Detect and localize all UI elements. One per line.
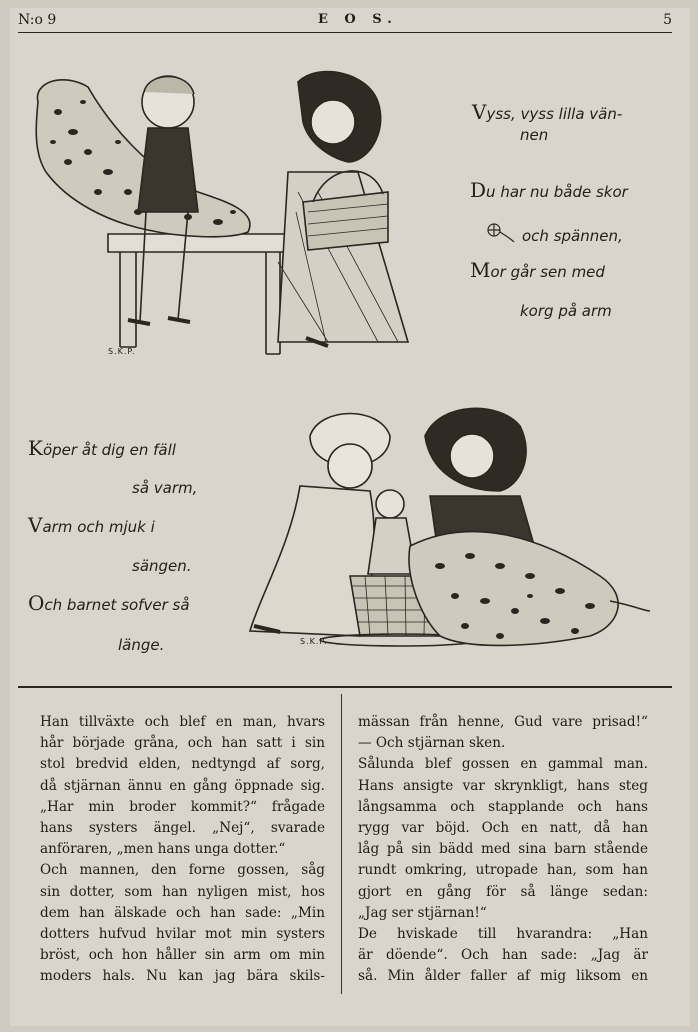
text-line: moders hals. Nu kan jag bära skils- xyxy=(40,968,325,985)
poem-line: så varm, xyxy=(132,479,198,497)
illustration-bottom xyxy=(240,396,660,676)
text-line: rundt omkring, utropade han, som han xyxy=(358,862,648,879)
text-line: gjort en gång för så länge sedan: xyxy=(358,883,648,900)
magazine-title: E O S. xyxy=(318,12,398,27)
illustration-signature-bottom: S.K.P. xyxy=(300,637,328,646)
text-line: Hans ansigte var skrynkligt, hans steg xyxy=(358,777,648,794)
poem-line: Och barnet sofver så xyxy=(28,591,190,615)
text-line: långsamma och stapplande och hans xyxy=(358,798,648,815)
issue-number: N:o 9 xyxy=(18,12,57,28)
text-line: Han tillväxte och blef en man, hvars xyxy=(40,714,325,730)
text-line: dotters hufvud hvilar mot min systers xyxy=(40,926,325,943)
text-line: rygg var böjd. Och en natt, då han xyxy=(358,820,648,837)
text-line: anföraren, „men hans unga dotter.“ xyxy=(40,841,286,858)
text-line: hår började gråna, och han satt i sin xyxy=(40,735,325,752)
text-line: Sålunda blef gossen en gammal man. xyxy=(358,756,648,773)
poem-line: Köper åt dig en fäll xyxy=(28,436,176,460)
text-line: dem han älskade och han sade: „Min xyxy=(40,904,325,921)
text-column-right xyxy=(358,712,648,988)
text-line: mässan från henne, Gud vare prisad!“ xyxy=(358,714,648,730)
poem-line: och spännen, xyxy=(522,227,623,245)
illustration-top xyxy=(28,62,438,362)
poem-line: Varm och mjuk i xyxy=(28,513,155,537)
text-line: är döende“. Och han sade: „Jag är xyxy=(358,947,648,964)
text-line: sin dotter, som han nyligen mist, hos xyxy=(40,883,325,900)
text-line: De hviskade till hvarandra: „Han xyxy=(358,926,648,943)
text-line: stol bredvid elden, nedtyngd af sorg, xyxy=(40,756,325,773)
poem-line: korg på arm xyxy=(520,302,612,320)
text-line: — Och stjärnan sken. xyxy=(358,735,506,752)
text-line: „Har min broder kommit?“ frågade xyxy=(40,798,325,815)
poem-line: nen xyxy=(520,126,549,144)
text-line: hans systers ängel. „Nej“, svarade xyxy=(40,820,325,837)
poem-line: Vyss, vyss lilla vän- xyxy=(472,100,623,124)
poem-line: länge. xyxy=(118,636,165,654)
section-rule xyxy=(18,686,672,688)
poem-line: Mor går sen med xyxy=(470,258,605,282)
poem-line: sängen. xyxy=(132,557,192,575)
header-rule xyxy=(18,32,672,33)
text-line: så. Min ålder faller af mig liksom en xyxy=(358,968,648,985)
text-line: „Jag ser stjärnan!“ xyxy=(358,904,487,921)
flower-ornament-icon xyxy=(480,218,516,244)
text-line: Och mannen, den forne gossen, såg xyxy=(40,862,325,879)
poem-line: Du har nu både skor xyxy=(470,178,628,202)
illustration-signature-top: S.K.P. xyxy=(108,347,136,356)
text-line: bröst, och hon håller sin arm om min xyxy=(40,947,325,964)
column-divider xyxy=(341,694,342,994)
page-header xyxy=(18,12,672,32)
text-line: då stjärnan ännu en gång öppnade sig. xyxy=(40,777,325,794)
text-column-left xyxy=(40,712,325,988)
page-number: 5 xyxy=(663,12,672,28)
text-line: låg på sin bädd med sina barn stående xyxy=(358,841,648,858)
